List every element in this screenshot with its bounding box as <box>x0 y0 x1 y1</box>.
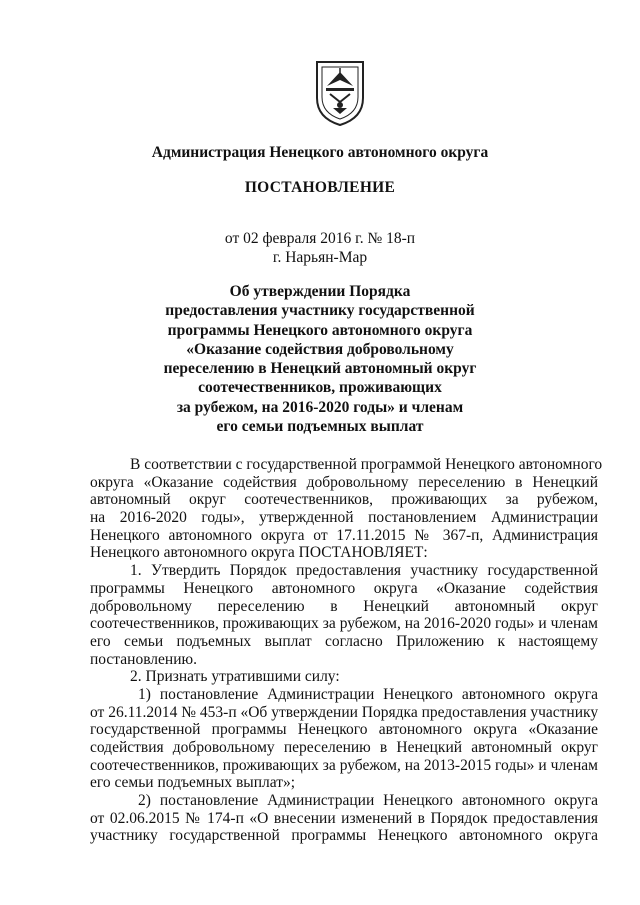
date-and-number: от 02 февраля 2016 г. № 18-п <box>224 230 416 247</box>
body-line: государственной программы Ненецкого автономного округа «Оказание <box>90 721 598 739</box>
title-line: за рубежом, на 2016-2020 годы» и членам <box>176 398 464 416</box>
body-line: 1) постановление Администрации Ненецкого автономного округа <box>138 685 598 703</box>
document-title <box>0 282 640 436</box>
city: г. Нарьян-Мар <box>272 249 368 266</box>
body-line: от 02.06.2015 № 174-п «О внесении изменений в Порядок предоставления <box>90 809 598 827</box>
body-line: программы Ненецкого автономного округа «Оказание содействия <box>90 579 598 597</box>
body-line: В соответствии с государственной программой Ненецкого автономного <box>130 456 603 473</box>
title-line: «Оказание содействия добровольному <box>186 340 454 358</box>
document-body <box>90 456 603 845</box>
body-line: Ненецкого автономного округа ПОСТАНОВЛЯЕТ: <box>90 544 428 562</box>
body-line: автономный округ соотечественников, проживающих за рубежом, <box>90 491 598 509</box>
body-line: Ненецкого автономного округа от 17.11.2015 № 367-п, Администрация <box>90 526 598 544</box>
title-line: Об утверждении Порядка <box>229 283 411 300</box>
body-line: его семьи подъемных выплат согласно Приложению к настоящему <box>90 632 598 650</box>
body-line: участнику государственной программы Ненецкого автономного округа <box>90 827 598 845</box>
body-line: соотечественников, проживающих за рубежом, на 2016-2020 годы» и членам <box>90 615 598 633</box>
body-line: на 2016-2020 годы», утвержденной постановлением Администрации <box>90 509 598 527</box>
body-line: от 26.11.2014 № 453-п «Об утверждении Порядка предоставления участнику <box>90 703 599 721</box>
body-line: 2. Признать утратившими силу: <box>130 668 340 686</box>
title-line: переселению в Ненецкий автономный округ <box>163 360 477 378</box>
body-line: округа «Оказание содействия добровольному переселению в Ненецкий <box>90 473 598 491</box>
body-line: 1. Утвердить Порядок предоставления участнику государственной <box>130 562 598 580</box>
title-line: его семьи подъемных выплат <box>216 418 424 436</box>
body-line: 2) постановление Администрации Ненецкого автономного округа <box>138 792 598 810</box>
organization-name: Администрация Ненецкого автономного округа <box>151 144 489 161</box>
title-line: программы Ненецкого автономного округа <box>167 321 473 339</box>
body-line: постановлению. <box>90 650 197 668</box>
body-line: соотечественников, проживающих за рубежом, на 2013-2015 годы» и членам <box>90 756 598 774</box>
body-line: его семьи подъемных выплат»; <box>90 774 296 792</box>
title-line: предоставления участнику государственной <box>165 302 475 320</box>
coat-of-arms-icon <box>313 58 367 128</box>
title-line: соотечественников, проживающих <box>198 379 442 397</box>
body-line: содействия добровольному переселению в Ненецкий автономный округ <box>90 739 598 756</box>
document-type: ПОСТАНОВЛЕНИЕ <box>244 179 396 196</box>
body-line: добровольному переселению в Ненецкий автономный округ <box>90 597 598 615</box>
